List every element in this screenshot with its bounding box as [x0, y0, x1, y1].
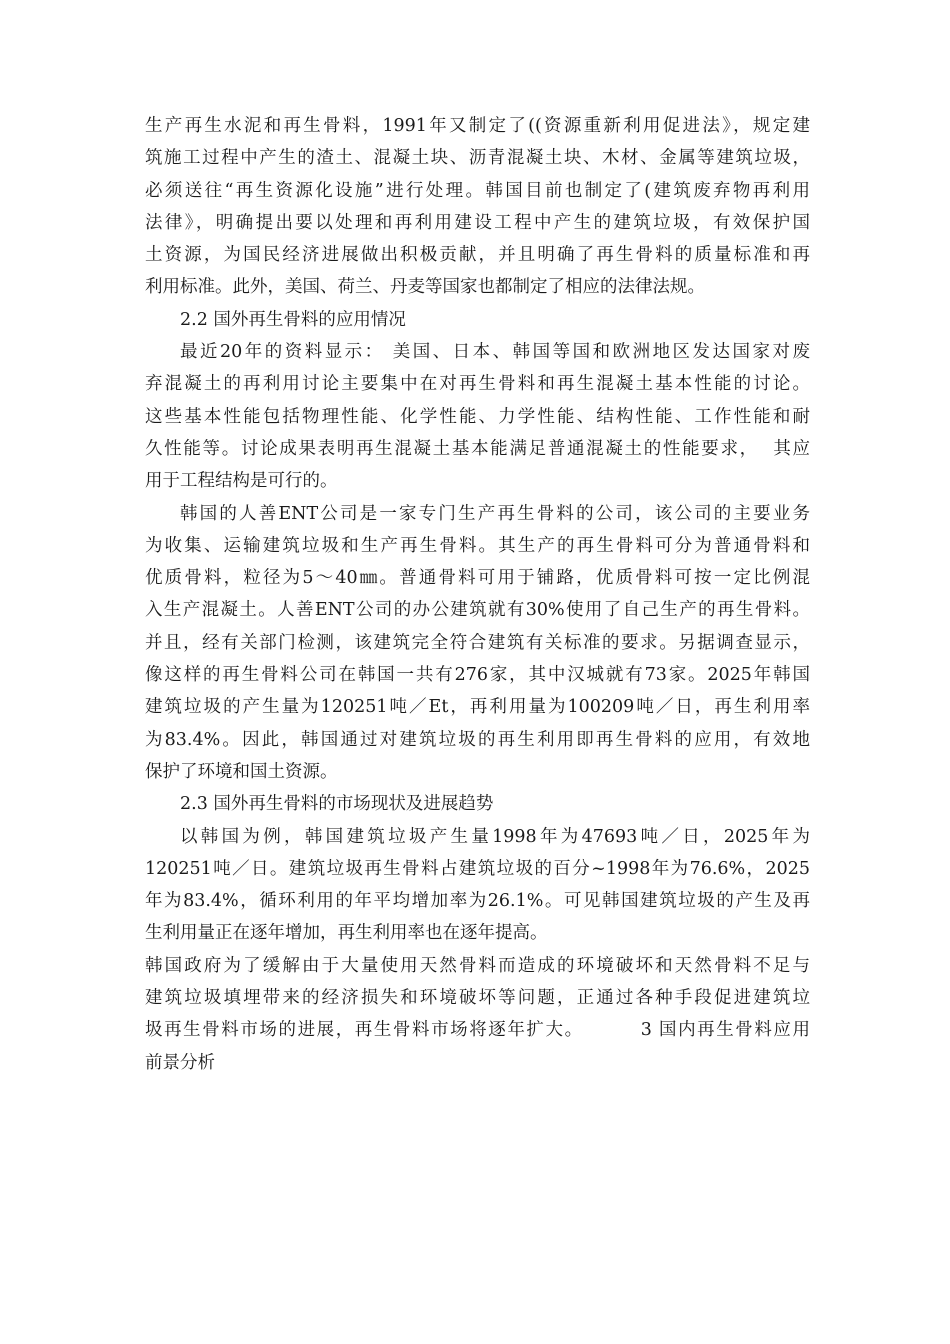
text-line: 像这样的再生骨料公司在韩国一共有276家，其中汉城就有73家。2025年韩国 [145, 665, 810, 686]
text-line: 必须送往“再生资源化设施”进行处理。韩国目前也制定了(建筑废弃物再利用 [145, 180, 810, 201]
text-line: 并且，经有关部门检测，该建筑完全符合建筑有关标准的要求。另据调查显示， [145, 632, 810, 653]
text-line: 法律》，明确提出要以处理和再利用建设工程中产生的建筑垃圾，有效保护国 [145, 212, 810, 233]
text-line: 保护了环境和国土资源。 [145, 761, 338, 782]
text-line: 前景分析 [145, 1052, 215, 1073]
text-line: 生产再生水泥和再生骨料，1991年又制定了((资源重新利用促进法》，规定建 [145, 116, 810, 136]
text-line: 土资源，为国民经济进展做出积极贡献，并且明确了再生骨料的质量标准和再 [145, 245, 810, 266]
text-line: 120251吨／日。建筑垃圾再生骨料占建筑垃圾的百分~1998年为76.6%，2025 [145, 858, 810, 879]
text-line: 最近20年的资料显示： 美国、日本、韩国等国和欧洲地区发达国家对废 [180, 342, 810, 363]
text-line: 久性能等。讨论成果表明再生混凝土基本能满足普通混凝土的性能要求， 其应 [145, 438, 810, 459]
text-line: 韩国的人善ENT公司是一家专门生产再生骨料的公司，该公司的主要业务 [180, 503, 810, 524]
text-line: 筑施工过程中产生的渣土、混凝土块、沥青混凝土块、木材、金属等建筑垃圾， [145, 148, 810, 169]
text-line: 为83.4%。因此，韩国通过对建筑垃圾的再生利用即再生骨料的应用，有效地 [145, 729, 810, 750]
text-line: 年为83.4%，循环利用的年平均增加率为26.1%。可见韩国建筑垃圾的产生及再 [145, 891, 810, 912]
section-heading-2-2: 2.2 国外再生骨料的应用情况 [180, 309, 406, 330]
text-line: 这些基本性能包括物理性能、化学性能、力学性能、结构性能、工作性能和耐 [145, 406, 810, 427]
text-line: 圾再生骨料市场的进展，再生骨料市场将逐年扩大。 3 国内再生骨料应用 [145, 1020, 810, 1041]
text-line: 弃混凝土的再利用讨论主要集中在对再生骨料和再生混凝土基本性能的讨论。 [145, 374, 810, 395]
text-line: 以韩国为例，韩国建筑垃圾产生量1998年为47693吨／日，2025年为 [180, 826, 810, 847]
text-line: 入生产混凝土。人善ENT公司的办公建筑就有30%使用了自己生产的再生骨料。 [145, 600, 810, 621]
text-line: 生利用量正在逐年增加，再生利用率也在逐年提高。 [145, 923, 548, 944]
text-line: 为收集、运输建筑垃圾和生产再生骨料。其生产的再生骨料可分为普通骨料和 [145, 535, 810, 556]
text-line: 建筑垃圾的产生量为120251吨／Et，再利用量为100209吨／日，再生利用率 [145, 697, 810, 718]
section-heading-2-3: 2.3 国外再生骨料的市场现状及进展趋势 [180, 794, 494, 815]
text-line: 韩国政府为了缓解由于大量使用天然骨料而造成的环境破坏和天然骨料不足与 [145, 955, 810, 976]
text-line: 利用标准。此外，美国、荷兰、丹麦等国家也都制定了相应的法律法规。 [145, 277, 705, 298]
body-text [145, 110, 810, 1079]
text-line: 用于工程结构是可行的。 [145, 471, 338, 492]
text-line: 建筑垃圾填埋带来的经济损失和环境破坏等问题，正通过各种手段促进建筑垃 [145, 988, 810, 1009]
text-line: 优质骨料，粒径为5～40㎜。普通骨料可用于铺路，优质骨料可按一定比例混 [145, 568, 810, 589]
